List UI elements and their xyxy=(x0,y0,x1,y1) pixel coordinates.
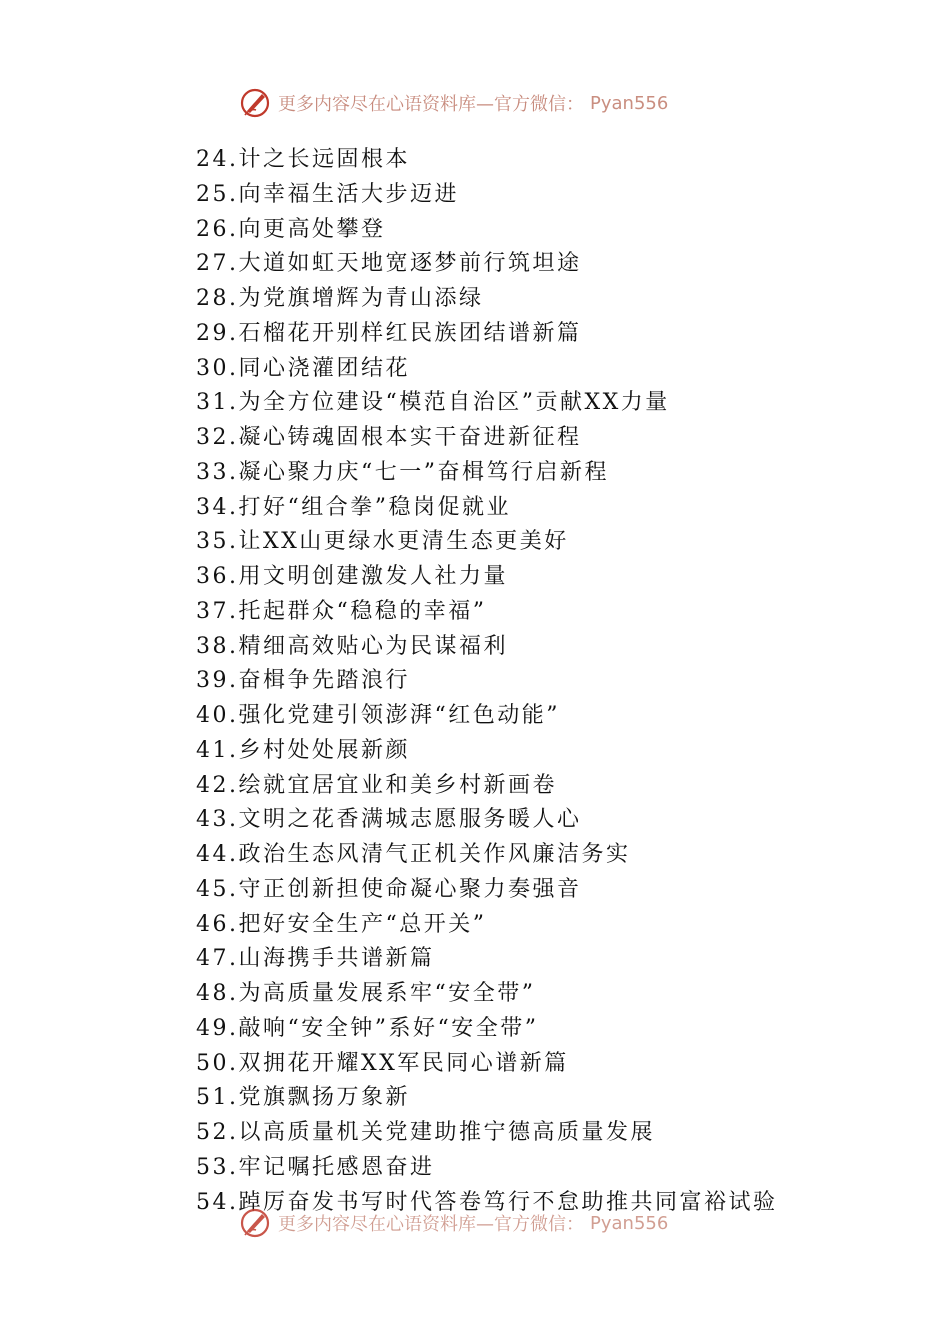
list-item: 42.绘就宜居宜业和美乡村新画卷 xyxy=(196,772,557,798)
list-item: 48.为高质量发展系牢“安全带” xyxy=(196,981,536,1006)
list-item: 46.把好安全生产“总开关” xyxy=(196,911,487,937)
pen-logo-icon xyxy=(238,1206,272,1240)
list-item: 37.托起群众“稳稳的幸福” xyxy=(196,598,487,624)
list-item: 30.同心浇灌团结花 xyxy=(196,355,410,381)
list-item: 34.打好“组合拳”稳岗促就业 xyxy=(196,494,511,520)
list-item: 44.政治生态风清气正机关作风廉洁务实 xyxy=(196,842,631,867)
watermark-text: 更多内容尽在心语资料库—官方微信： xyxy=(278,94,584,115)
list-item: 47.山海携手共谱新篇 xyxy=(196,946,435,972)
list-item: 38.精细高效贴心为民谋福利 xyxy=(196,633,508,659)
list-item: 27.大道如虹天地宽逐梦前行筑坦途 xyxy=(196,251,582,277)
list-item: 53.牢记嘱托感恩奋进 xyxy=(196,1154,435,1180)
watermark-wechat-id: Pyan556 xyxy=(590,92,669,114)
list-item: 45.守正创新担使命凝心聚力奏强音 xyxy=(196,876,582,902)
list-item: 36.用文明创建激发人社力量 xyxy=(196,564,508,589)
list-item: 43.文明之花香满城志愿服务暖人心 xyxy=(196,807,582,833)
list-item: 49.敲响“安全钟”系好“安全带” xyxy=(196,1015,539,1041)
list-item: 33.凝心聚力庆“七一”奋楫笃行启新程 xyxy=(196,459,609,485)
list-item: 29.石榴花开别样红民族团结谱新篇 xyxy=(196,320,582,346)
list-item: 51.党旗飘扬万象新 xyxy=(196,1085,410,1111)
list-item: 24.计之长远固根本 xyxy=(196,147,410,172)
list-item: 32.凝心铸魂固根本实干奋进新征程 xyxy=(196,425,582,450)
list-item: 26.向更高处攀登 xyxy=(196,216,386,242)
footer-watermark xyxy=(238,1206,668,1240)
list-item: 31.为全方位建设“模范自治区”贡献XX力量 xyxy=(196,390,670,416)
list-item: 40.强化党建引领澎湃“红色动能” xyxy=(196,703,560,728)
list-item: 35.让XX山更绿水更清生态更美好 xyxy=(196,529,569,555)
header-watermark xyxy=(238,86,668,120)
list-item: 25.向幸福生活大步迈进 xyxy=(196,181,459,207)
list-item: 52.以高质量机关党建助推宁德高质量发展 xyxy=(196,1120,655,1145)
list-item: 50.双拥花开耀XX军民同心谱新篇 xyxy=(196,1050,569,1076)
pen-logo-icon xyxy=(238,86,272,120)
list-item: 28.为党旗增辉为青山添绿 xyxy=(196,286,484,311)
watermark-text: 更多内容尽在心语资料库—官方微信： xyxy=(278,1214,584,1235)
list-item: 39.奋楫争先踏浪行 xyxy=(196,668,410,694)
watermark-wechat-id: Pyan556 xyxy=(590,1212,669,1234)
slogan-list xyxy=(196,143,778,1220)
list-item: 41.乡村处处展新颜 xyxy=(196,737,410,763)
list-item: 54.踔厉奋发书写时代答卷笃行不怠助推共同富裕试验 xyxy=(196,1189,778,1215)
